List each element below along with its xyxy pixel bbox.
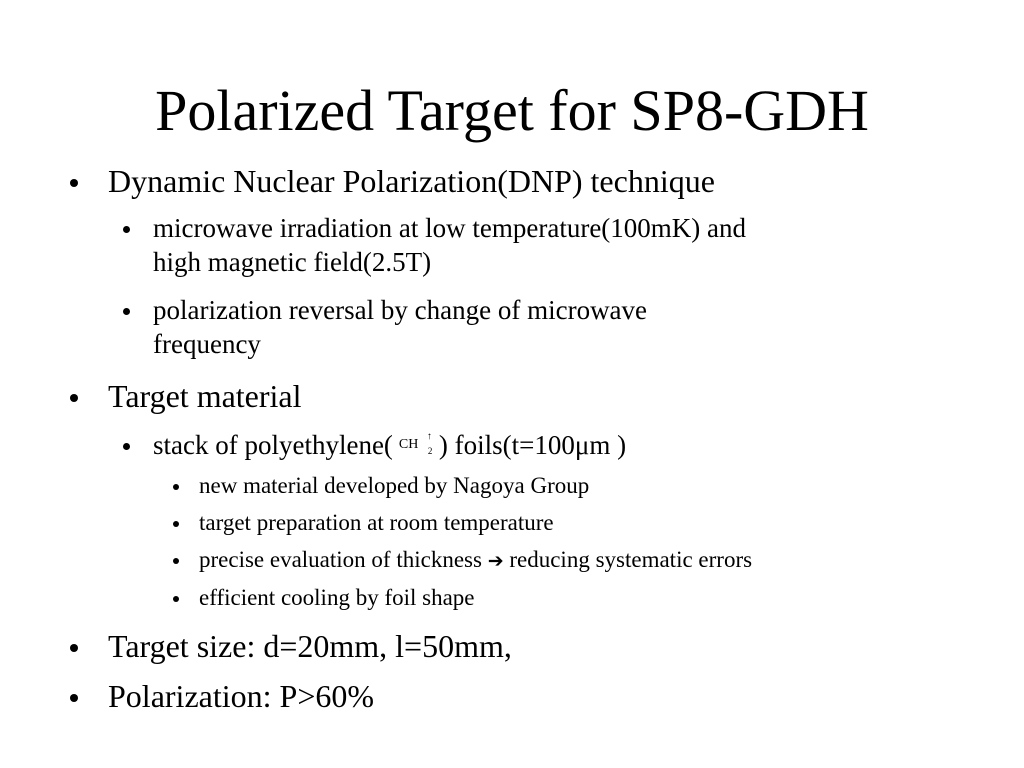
bullet-target-material [108, 377, 302, 415]
bullet-target-size [108, 627, 512, 665]
bullet-icon [70, 394, 78, 402]
bullet-text: Dynamic Nuclear Polarization(DNP) technique [108, 163, 715, 199]
bullet-icon [173, 484, 179, 490]
bullet-text-prefix: stack of polyethylene( [153, 430, 393, 460]
bullet-text: target preparation at room temperature [199, 510, 554, 535]
right-arrow-icon: ➔ [487, 550, 504, 572]
bullet-icon [173, 521, 179, 527]
bullet-new-material [199, 472, 589, 500]
bullet-icon [173, 558, 179, 564]
formula-main: CH [398, 437, 419, 452]
bullet-text: Target material [108, 378, 302, 414]
bullet-icon [173, 596, 179, 602]
bullet-polarization [108, 677, 374, 715]
bullet-text-suffix: reducing systematic errors [503, 547, 753, 572]
bullet-text-line1: polarization reversal by change of microwave [153, 295, 648, 325]
bullet-precise [199, 546, 752, 575]
bullet-icon [123, 226, 130, 233]
ch2-formula [393, 430, 439, 460]
bullet-text-prefix: precise evaluation of thickness [199, 547, 488, 572]
bullet-preparation [199, 509, 554, 537]
formula-subscript: 2 [427, 446, 433, 456]
bullet-microwave [153, 211, 746, 279]
bullet-cooling [199, 584, 475, 612]
bullet-text: Target size: d=20mm, l=50mm, [108, 628, 512, 664]
up-arrow-icon: ↑ [426, 431, 432, 442]
bullet-icon [70, 644, 78, 652]
bullet-text-line1: microwave irradiation at low temperature(100mK) and [153, 213, 747, 243]
bullet-text-line2: frequency [153, 329, 261, 359]
slide-title: Polarized Target for SP8-GDH [155, 78, 869, 143]
bullet-icon [70, 694, 78, 702]
bullet-icon [123, 308, 130, 315]
bullet-text: Polarization: P>60% [108, 678, 375, 714]
bullet-text: new material developed by Nagoya Group [199, 473, 590, 498]
bullet-icon [123, 443, 130, 450]
bullet-stack [153, 428, 626, 462]
bullet-text-suffix: ) foils(t=100μm ) [438, 430, 627, 460]
bullet-dnp [108, 162, 715, 200]
bullet-reversal [153, 293, 647, 361]
bullet-text: efficient cooling by foil shape [199, 585, 475, 610]
bullet-text-line2: high magnetic field(2.5T) [153, 247, 432, 277]
bullet-icon [70, 179, 78, 187]
